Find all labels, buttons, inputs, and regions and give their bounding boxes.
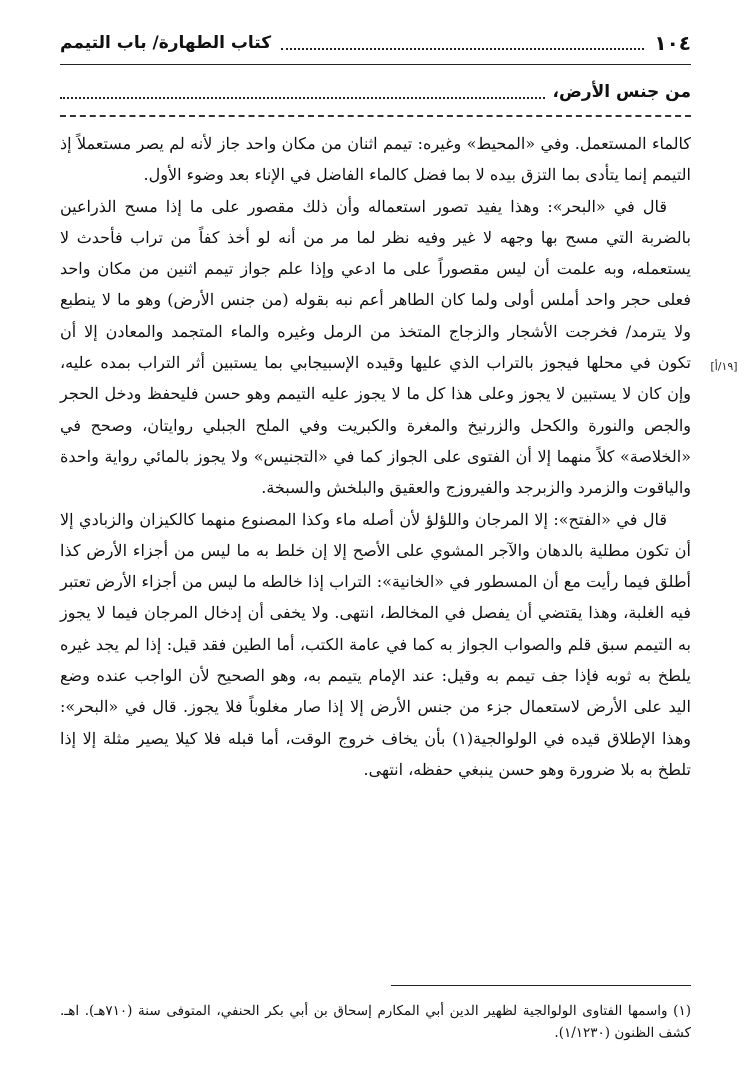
footnote xyxy=(60,1000,691,1044)
paragraph: قال في «الفتح»: إلا المرجان واللؤلؤ لأن أصله ماء وكذا المصنوع منهما كالكيزان والزبادي إلا أن تكون مطلية بالدهان والآجر المشوي على الأصح إلا إن خلط به ما ليس من أجزاء الأرض كذا أطلق فيما رأيت مع أن المسطور في «الخانية»: التراب إذا خالطه ما ليس من أجزاء الأرض تعتبر فيه الغلبة، وهذا يقتضي أن يفصل في المخالط، انتهى. ولا يخفى أن إدخال المرجان فيما لا يجوز به التيمم سبق قلم والصواب الجواز به كما في عامة الكتب، أما الطين فقد قيل: إذا لم يجد غيره يلطخ به ثوبه فإذا جف تيمم به وقيل: عند الإمام يتيمم به، وهو الصحيح لأن الواجب عنده وضع اليد على الأرض لاستعمال جزء من جنس الأرض إلا إذا صار مغلوباً فلا يجوز. قال في «البحر»: وهذا الإطلاق قيده في الولوالجية(١) بأن يخاف خروج الوقت، أما قبله فلا كيلا يصير مثلة إلا إذا تلطخ به بلا ضرورة وهو حسن ينبغي حفظه، انتهى. xyxy=(60,509,691,779)
page-number: ١٠٤ xyxy=(654,31,691,55)
margin-folio-marker: [١٩/أ] xyxy=(710,360,738,373)
header-rule xyxy=(60,64,691,65)
section-heading xyxy=(60,78,691,106)
footnote-rule xyxy=(391,985,691,986)
paragraph: كالماء المستعمل. وفي «المحيط» وغيره: تيمم اثنان من مكان واحد جاز لأنه لم يصر مستعملاً إذ التيمم إنما يتأدى بما التزق بيده لا بما فضل كالماء الفاضل في الإناء بعد وضوء الأول. xyxy=(60,134,691,185)
section-dotted-leader xyxy=(60,97,545,99)
header-dotted-leader xyxy=(281,48,644,50)
body-text xyxy=(60,128,691,785)
section-heading-text: من جنس الأرض، xyxy=(552,82,691,102)
footnote-text: (١) واسمها الفتاوى الولوالجية لظهير الدين أبي المكارم إسحاق بن أبي بكر الحنفي، المتوفى سنة (٧١٠هـ). اهـ. كشف الظنون (١/١٢٣٠). xyxy=(60,1003,691,1041)
dashed-divider xyxy=(60,115,691,117)
paragraph: قال في «البحر»: وهذا يفيد تصور استعماله وأن ذلك مقصور على ما إذا مسح الذراعين بالضربة التي مسح بها وجهه لا غير وفيه نظر لما مر من أنه لو أخذ كفاً من تراب فأحدث لا يستعمله، وبه علمت أن ليس مقصوراً على ما ادعي وإذا علم جواز تيمم اثنين من مكان واحد فعلى حجر واحد أملس أولى ولما كان الطاهر أعم نبه بقوله (من جنس الأرض) وهو ما لا ينطبع ولا يترمد/ فخرجت الأشجار والزجاج المتخذ من الرمل وغيره والماء المتجمد والمعادن إلا أن تكون في محلها فيجوز بالتراب الذي عليها وقيده الإسبيجابي بما يستبين أثر التراب بمده عليه، وإن كان لا يستبين لا يجوز وعلى هذا كل ما لا يجوز عليه التيمم وهو حسن فليحفظ ودخل الحجر والجص والنورة والكحل والزرنيخ والمغرة والكبريت وفي الملح الجبلي روايتان، وصحح في «الخلاصة» كلاً منهما إلا أن الفتوى على الجواز كما في «التجنيس» ولا يجوز بالمائي رواية واحدة والياقوت والزمرد والزبرجد والفيروزج والعقيق والبلخش والسبخة. xyxy=(60,196,692,498)
running-header xyxy=(60,26,691,60)
running-title: كتاب الطهارة/ باب التيمم xyxy=(60,33,272,53)
